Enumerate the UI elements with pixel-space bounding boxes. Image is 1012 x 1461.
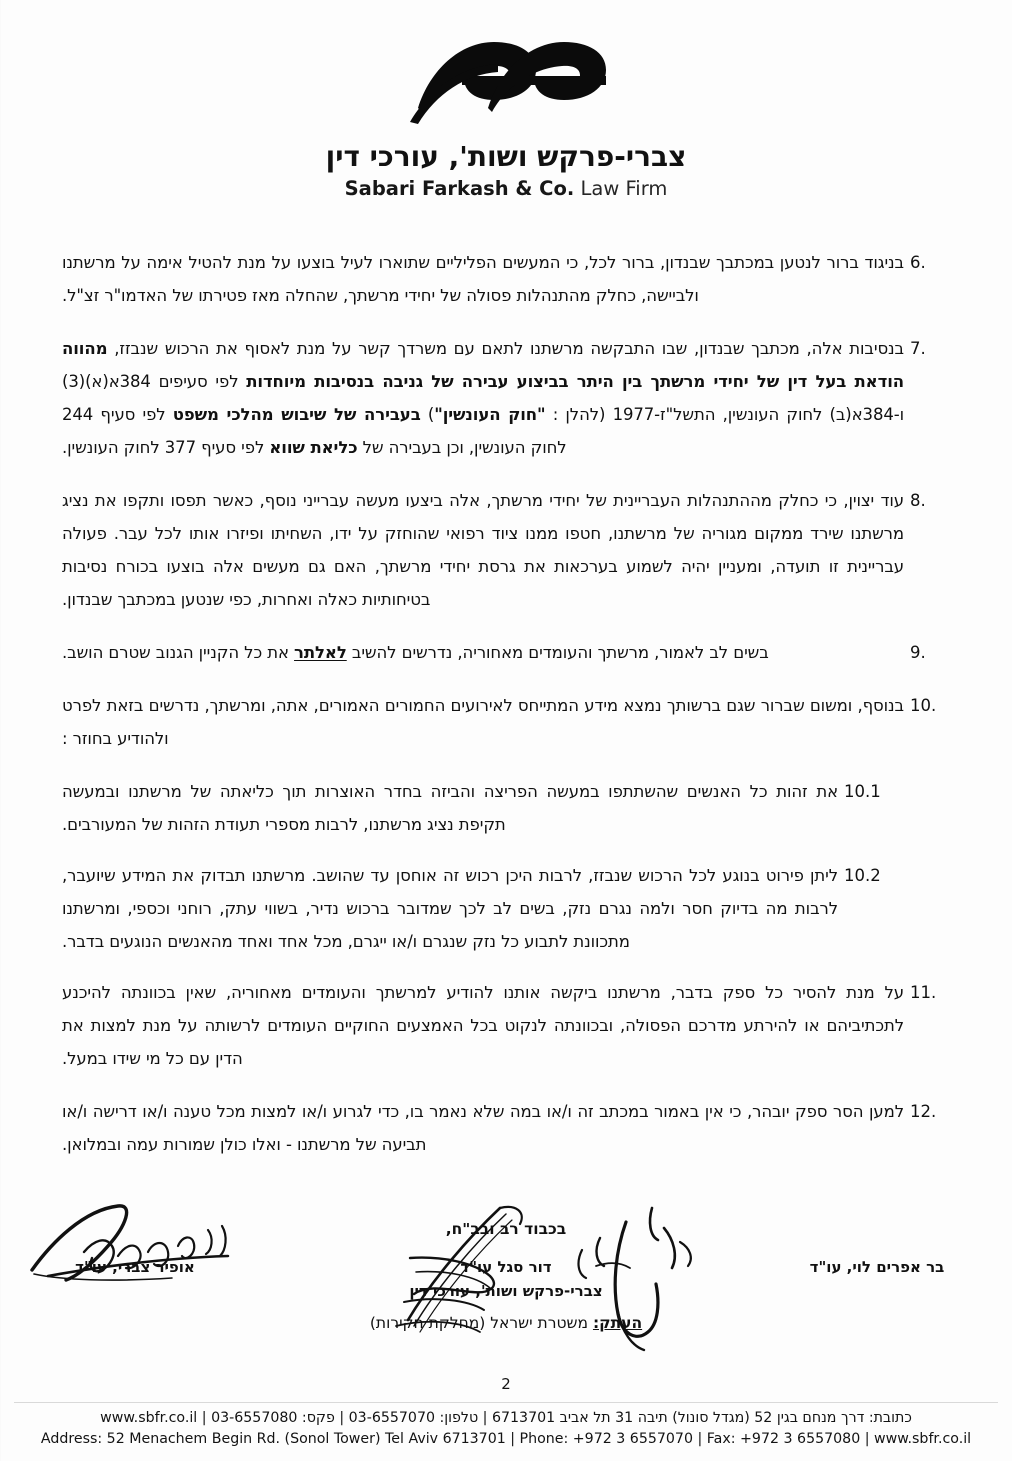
footer-divider <box>14 1402 998 1403</box>
clause-text: עוד יצוין, כי כחלק מההתנהלות העבריינית של יחידי מרשתך, אלה ביצעו מעשה עברייני נוסף, כאשר תפסו ותקפו את נציג מרשתנו שירד ממקום מגוריה של מרשתנו, חטפו ממנו ציוד רפואי שהוחזק על ידו, השחיתו ופיזרו אותו לכל עבר. פעולה עבריינית זו תועדה, ומעניין יהיה לשמוע בערכאות את גרסת יחידי מרשתך, האם גם מעשים אלה בוצעו בכורח נסיבות בטיחותיות כאלה ואחרות, כפי שנטען במכתבך שבנדון. <box>62 491 904 609</box>
firm-name-english <box>0 177 1012 200</box>
clause-7 <box>62 332 950 464</box>
firm-name-hebrew: צברי-פרקש ושות', עורכי דין <box>325 140 687 173</box>
clause-number: 6. <box>910 253 926 272</box>
signature-block <box>0 1196 1012 1366</box>
signer-names-row <box>60 1258 952 1276</box>
clause-number: 11. <box>910 983 937 1002</box>
clause-text: בנסיבות אלה, מכתבך שבנדון, שבו התבקשה מרשתנו לתאם עם משרדך קשר על מנת לאסוף את הרכוש שנבזז, מהווה הודאת בעל דין של יחידי מרשתך בין היתר בביצוע עבירה של גניבה בנסיבות מיוחדות לפי סעיפים 384א(א)(3) ו-384א(ב) לחוק העונשין, התשל"ז-1977 (להלן : "חוק העונשין") בעבירה של שיבוש מהלכי משפט לפי סעיף 244 לחוק העונשין, וכן בעבירה של כליאת שווא לפי סעיף 377 לחוק העונשין. <box>62 339 904 457</box>
clause-text: את זהות כל האנשים שהשתתפו במעשה הפריצה והביזה בחדר האוצרות תוך כליאתה של מרשתנו ובמעשה תקיפת נציג מרשתנו, לרבות מספרי תעודת הזהות של המעורבים. <box>62 782 838 834</box>
firm-name-english-light: Law Firm <box>580 177 668 200</box>
clause-9 <box>62 636 950 669</box>
clause-number: 10.2 <box>844 866 881 885</box>
signer-name-1: בר אפרים לוי, עו"ד <box>809 1258 945 1276</box>
closing-regards: בכבוד רב ובב"ח, <box>445 1220 567 1238</box>
clause-10-2 <box>62 859 906 958</box>
clause-number: 8. <box>910 491 926 510</box>
letter-body <box>62 246 950 1181</box>
page-footer <box>0 1375 1012 1447</box>
clause-10 <box>62 689 950 755</box>
signer-name-2: דור סגל עו"ד <box>460 1258 552 1276</box>
firm-logo-icon <box>406 26 606 138</box>
clause-text: בנוסף, ומשום שברור שגם ברשותך נמצא מידע המתייחס לאירועים החמורים האמורים, אתה, ומרשתך, נדרשים בזאת לפרט ולהודיע בחוזר : <box>62 696 904 748</box>
clause-number: 10. <box>910 696 937 715</box>
page-number: 2 <box>501 1375 511 1393</box>
clause-number: 12. <box>910 1102 937 1121</box>
clause-12 <box>62 1095 950 1161</box>
clause-text: על מנת להסיר כל ספק בדבר, מרשתנו ביקשה אותנו להודיע למרשתך והעומדים מאחוריה, שאין בכוונתה להיכנע לתכתיביהם או להירתע מדרכם הפסולה, ובכוונתה לנקוט בכל האמצעים החוקיים העומדים לרשותה על מנת למצות את הדין עם כל מי שידו במעל. <box>62 983 904 1068</box>
clause-number: 7. <box>910 339 926 358</box>
firm-signature-line: צברי-פרקש ושות', עורכי דין <box>409 1282 603 1300</box>
footer-contact-hebrew: כתובת: דרך מנחם בגין 52 (מגדל סונול) תיבה 31 תל אביב 6713701 | טלפון: 03-6557070 | פקס: 03-6557080 | www.sbfr.co.il <box>100 1410 912 1426</box>
clause-number: 9. <box>910 643 926 662</box>
letterhead <box>0 0 1012 200</box>
clause-6 <box>62 246 950 312</box>
clause-number: 10.1 <box>844 782 881 801</box>
clause-11 <box>62 976 950 1075</box>
cc-recipient: משטרת ישראל (מחלקת חקירות) <box>369 1314 589 1332</box>
clause-text: למען הסר ספק יובהר, כי אין באמור במכתב זה ו/או במה שלא נאמר בו, כדי לגרוע ו/או למצות מכל טענה ו/או דרישה ו/או תביעה של מרשתנו - ואלו כולן שמורות עמה ובמלואן. <box>62 1102 904 1154</box>
clause-8 <box>62 484 950 616</box>
clause-10-1 <box>62 775 906 841</box>
clause-text: בניגוד ברור לנטען במכתבך שבנדון, ברור לכל, כי המעשים הפליליים שתוארו לעיל בוצעו על מנת להטיל אימה על מרשתנו ולביישה, כחלק מהתנהלות פסולה של יחידי מרשתך, שהחלה מאז פטירתו של האדמו"ר זצ"ל. <box>62 253 904 305</box>
firm-name-english-strong: Sabari Farkash & Co. <box>344 177 575 200</box>
footer-contact-english: Address: 52 Menachem Begin Rd. (Sonol Tower) Tel Aviv 6713701 | Phone: +972 3 6557070 | Fax: +972 3 6557080 | www.sbfr.co.il <box>40 1431 972 1447</box>
cc-line <box>0 1314 1012 1332</box>
signer-name-3: אופיר צברי, עו"ד <box>75 1258 195 1276</box>
clause-text: בשים לב לאמור, מרשתך והעומדים מאחוריה, נדרשים להשיב לאלתר את כל הקניין הגנוב שטרם הושב. <box>62 643 769 662</box>
cc-label: העתק: <box>592 1314 643 1332</box>
clause-text: ליתן פירוט בנוגע לכל הרכוש שנבזז, לרבות היכן רכוש זה אוחסן עד שהושב. מרשתנו תבדוק את המידע שיועבר, לרבות מה בדיוק חסר ולמה נגרם נזק, בשים לב לכך שמדובר ברכוש נדיר, בשווי עתק, רוחני וכספי, ומרשתנו מתכוונת לתבוע כל נזק שנגרם ו/או ייגרם, מכל אחד ואחד מהאנשים הנוגעים בדבר. <box>62 866 838 951</box>
